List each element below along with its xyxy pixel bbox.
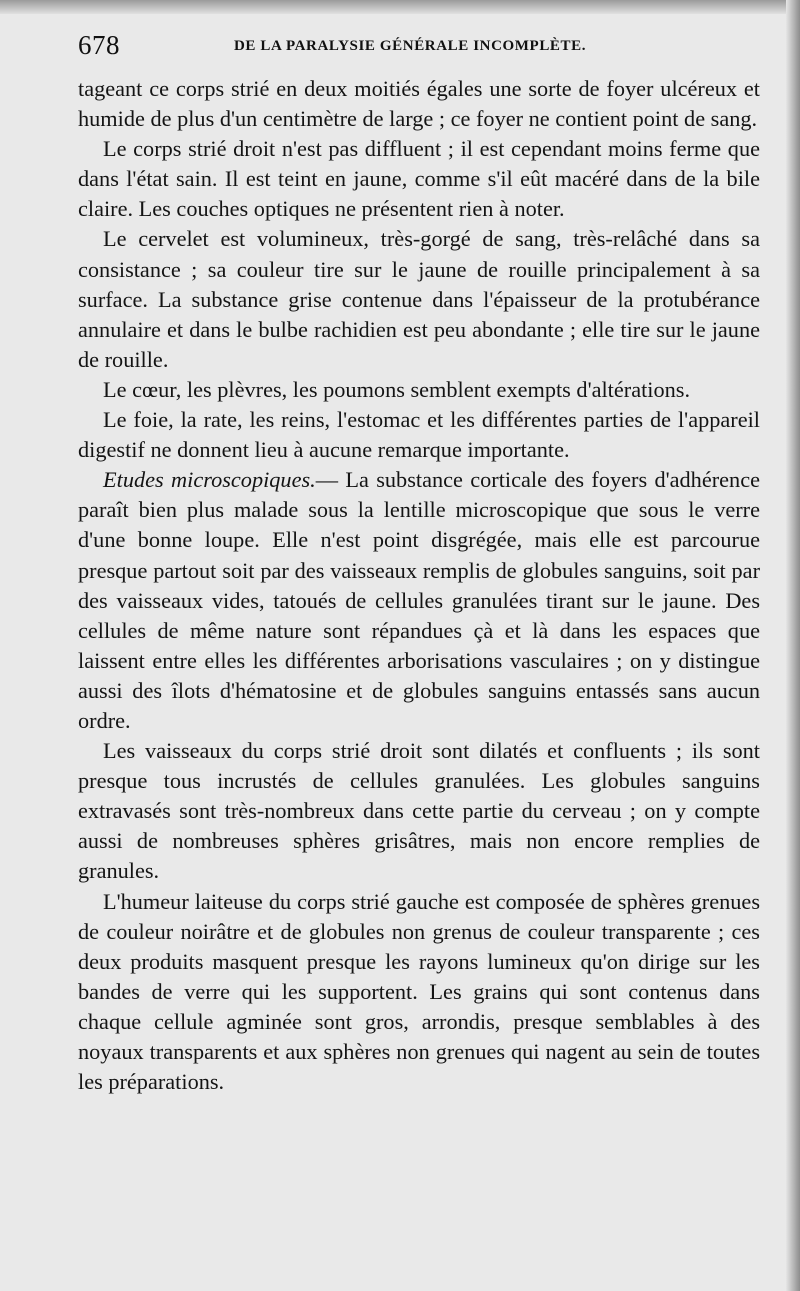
scan-edge-top [0, 0, 800, 14]
paragraph: Etudes microscopiques.— La substance corticale des foyers d'adhérence paraît bien plus malade sous la lentille microscopique que sous le verre d'une bonne loupe. Elle n'est point disgrégée, mais elle est parcourue presque partout soit par des vaisseaux remplis de globules sanguins, soit par des vaisseaux vides, tatoués de cellules granulées tirant sur le jaune. Des cellules de même nature sont répandues çà et là dans les espaces que laissent entre elles les différentes arborisations vasculaires ; on y distingue aussi des îlots d'hématosine et de globules sanguins entassés sans aucun ordre. [78, 467, 760, 733]
paragraph: Le cervelet est volumineux, très-gorgé de sang, très-relâché dans sa consistance ; sa couleur tire sur le jaune de rouille principalement à sa surface. La substance grise contenue dans l'épaisseur de la protubérance annulaire et dans le bulbe rachidien est peu abondante ; elle tire sur le jaune de rouille. [78, 226, 760, 372]
body-text [78, 74, 760, 1097]
paragraph: L'humeur laiteuse du corps strié gauche est composée de sphères grenues de couleur noirâtre et de globules non grenus de couleur transparente ; ces deux produits masquent presque les rayons lumineux qu'on dirige sur les bandes de verre qui les supportent. Les grains qui sont contenus dans chaque cellule agminée sont gros, arrondis, presque semblables à des noyaux transparents et aux sphères non grenues qui nagent au sein de toutes les préparations. [78, 888, 760, 1095]
paragraph: tageant ce corps strié en deux moitiés égales une sorte de foyer ulcéreux et humide de plus d'un centimètre de large ; ce foyer ne contient point de sang. [78, 76, 760, 132]
paragraph: Le cœur, les plèvres, les poumons semblent exempts d'altérations. [103, 376, 691, 402]
section-lead: Etudes microscopiques. [103, 467, 316, 493]
page-header [78, 30, 758, 66]
running-title: DE LA PARALYSIE GÉNÉRALE INCOMPLÈTE. [234, 38, 587, 54]
paragraph: Les vaisseaux du corps strié droit sont dilatés et confluents ; ils sont presque tous incrustés de cellules granulées. Les globules sanguins extravasés sont très-nombreux dans cette partie du cerveau ; on y compte aussi de nombreuses sphères grisâtres, mais non encore remplies de granules. [78, 738, 760, 884]
paragraph: Le corps strié droit n'est pas diffluent ; il est cependant moins ferme que dans l'état sain. Il est teint en jaune, comme s'il eût macéré dans de la bile claire. Les couches optiques ne présentent rien à noter. [78, 136, 760, 222]
scan-edge-right [786, 0, 800, 1291]
page-number: 678 [78, 30, 120, 60]
paragraph: Le foie, la rate, les reins, l'estomac et les différentes parties de l'appareil digestif ne donnent lieu à aucune remarque importante. [78, 407, 760, 463]
